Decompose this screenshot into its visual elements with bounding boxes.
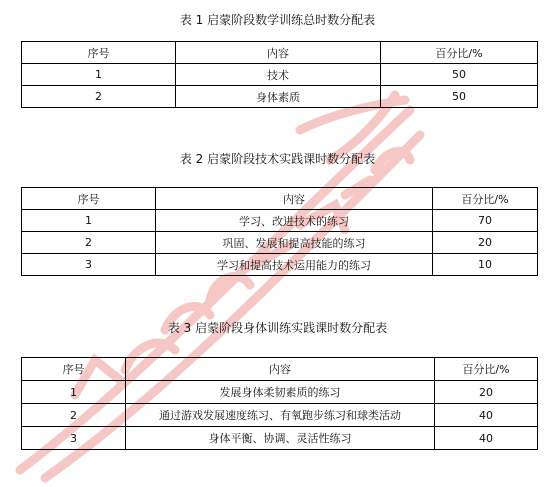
table-row xyxy=(22,427,538,450)
table-1 xyxy=(21,41,538,108)
cell-percent: 20 xyxy=(433,232,538,254)
cell-index: 1 xyxy=(22,381,126,404)
header-percent: 百分比/% xyxy=(435,358,538,381)
cell-index: 1 xyxy=(22,210,156,232)
cell-percent: 50 xyxy=(381,64,538,86)
cell-index: 3 xyxy=(22,254,156,276)
cell-percent: 40 xyxy=(435,427,538,450)
cell-content: 学习和提高技术运用能力的练习 xyxy=(156,254,433,276)
table-header-row xyxy=(22,42,538,64)
table-row xyxy=(22,404,538,427)
table-header-row xyxy=(22,188,538,210)
cell-content: 巩固、发展和提高技能的练习 xyxy=(156,232,433,254)
table-row xyxy=(22,254,538,276)
cell-index: 2 xyxy=(22,86,176,108)
cell-content: 身体平衡、协调、灵活性练习 xyxy=(126,427,435,450)
cell-content: 学习、改进技术的练习 xyxy=(156,210,433,232)
table-row xyxy=(22,232,538,254)
table-row xyxy=(22,210,538,232)
cell-content: 身体素质 xyxy=(176,86,381,108)
header-percent: 百分比/% xyxy=(433,188,538,210)
table-row xyxy=(22,86,538,108)
cell-index: 3 xyxy=(22,427,126,450)
header-index: 序号 xyxy=(22,358,126,381)
header-content: 内容 xyxy=(126,358,435,381)
cell-index: 1 xyxy=(22,64,176,86)
header-content: 内容 xyxy=(156,188,433,210)
cell-content: 发展身体柔韧素质的练习 xyxy=(126,381,435,404)
table-2-caption: 表 2 启蒙阶段技术实践课时数分配表 xyxy=(179,152,376,166)
header-index: 序号 xyxy=(22,42,176,64)
cell-index: 2 xyxy=(22,232,156,254)
cell-content: 通过游戏发展速度练习、有氧跑步练习和球类活动 xyxy=(126,404,435,427)
cell-percent: 40 xyxy=(435,404,538,427)
cell-percent: 20 xyxy=(435,381,538,404)
table-3 xyxy=(21,357,538,450)
header-content: 内容 xyxy=(176,42,381,64)
cell-percent: 70 xyxy=(433,210,538,232)
table-row xyxy=(22,381,538,404)
cell-content: 技术 xyxy=(176,64,381,86)
cell-index: 2 xyxy=(22,404,126,427)
table-1-caption: 表 1 启蒙阶段数学训练总时数分配表 xyxy=(179,13,376,27)
table-header-row xyxy=(22,358,538,381)
cell-percent: 10 xyxy=(433,254,538,276)
cell-percent: 50 xyxy=(381,86,538,108)
header-percent: 百分比/% xyxy=(381,42,538,64)
table-3-caption: 表 3 启蒙阶段身体训练实践课时数分配表 xyxy=(167,321,388,335)
table-2 xyxy=(21,187,538,276)
header-index: 序号 xyxy=(22,188,156,210)
table-row xyxy=(22,64,538,86)
